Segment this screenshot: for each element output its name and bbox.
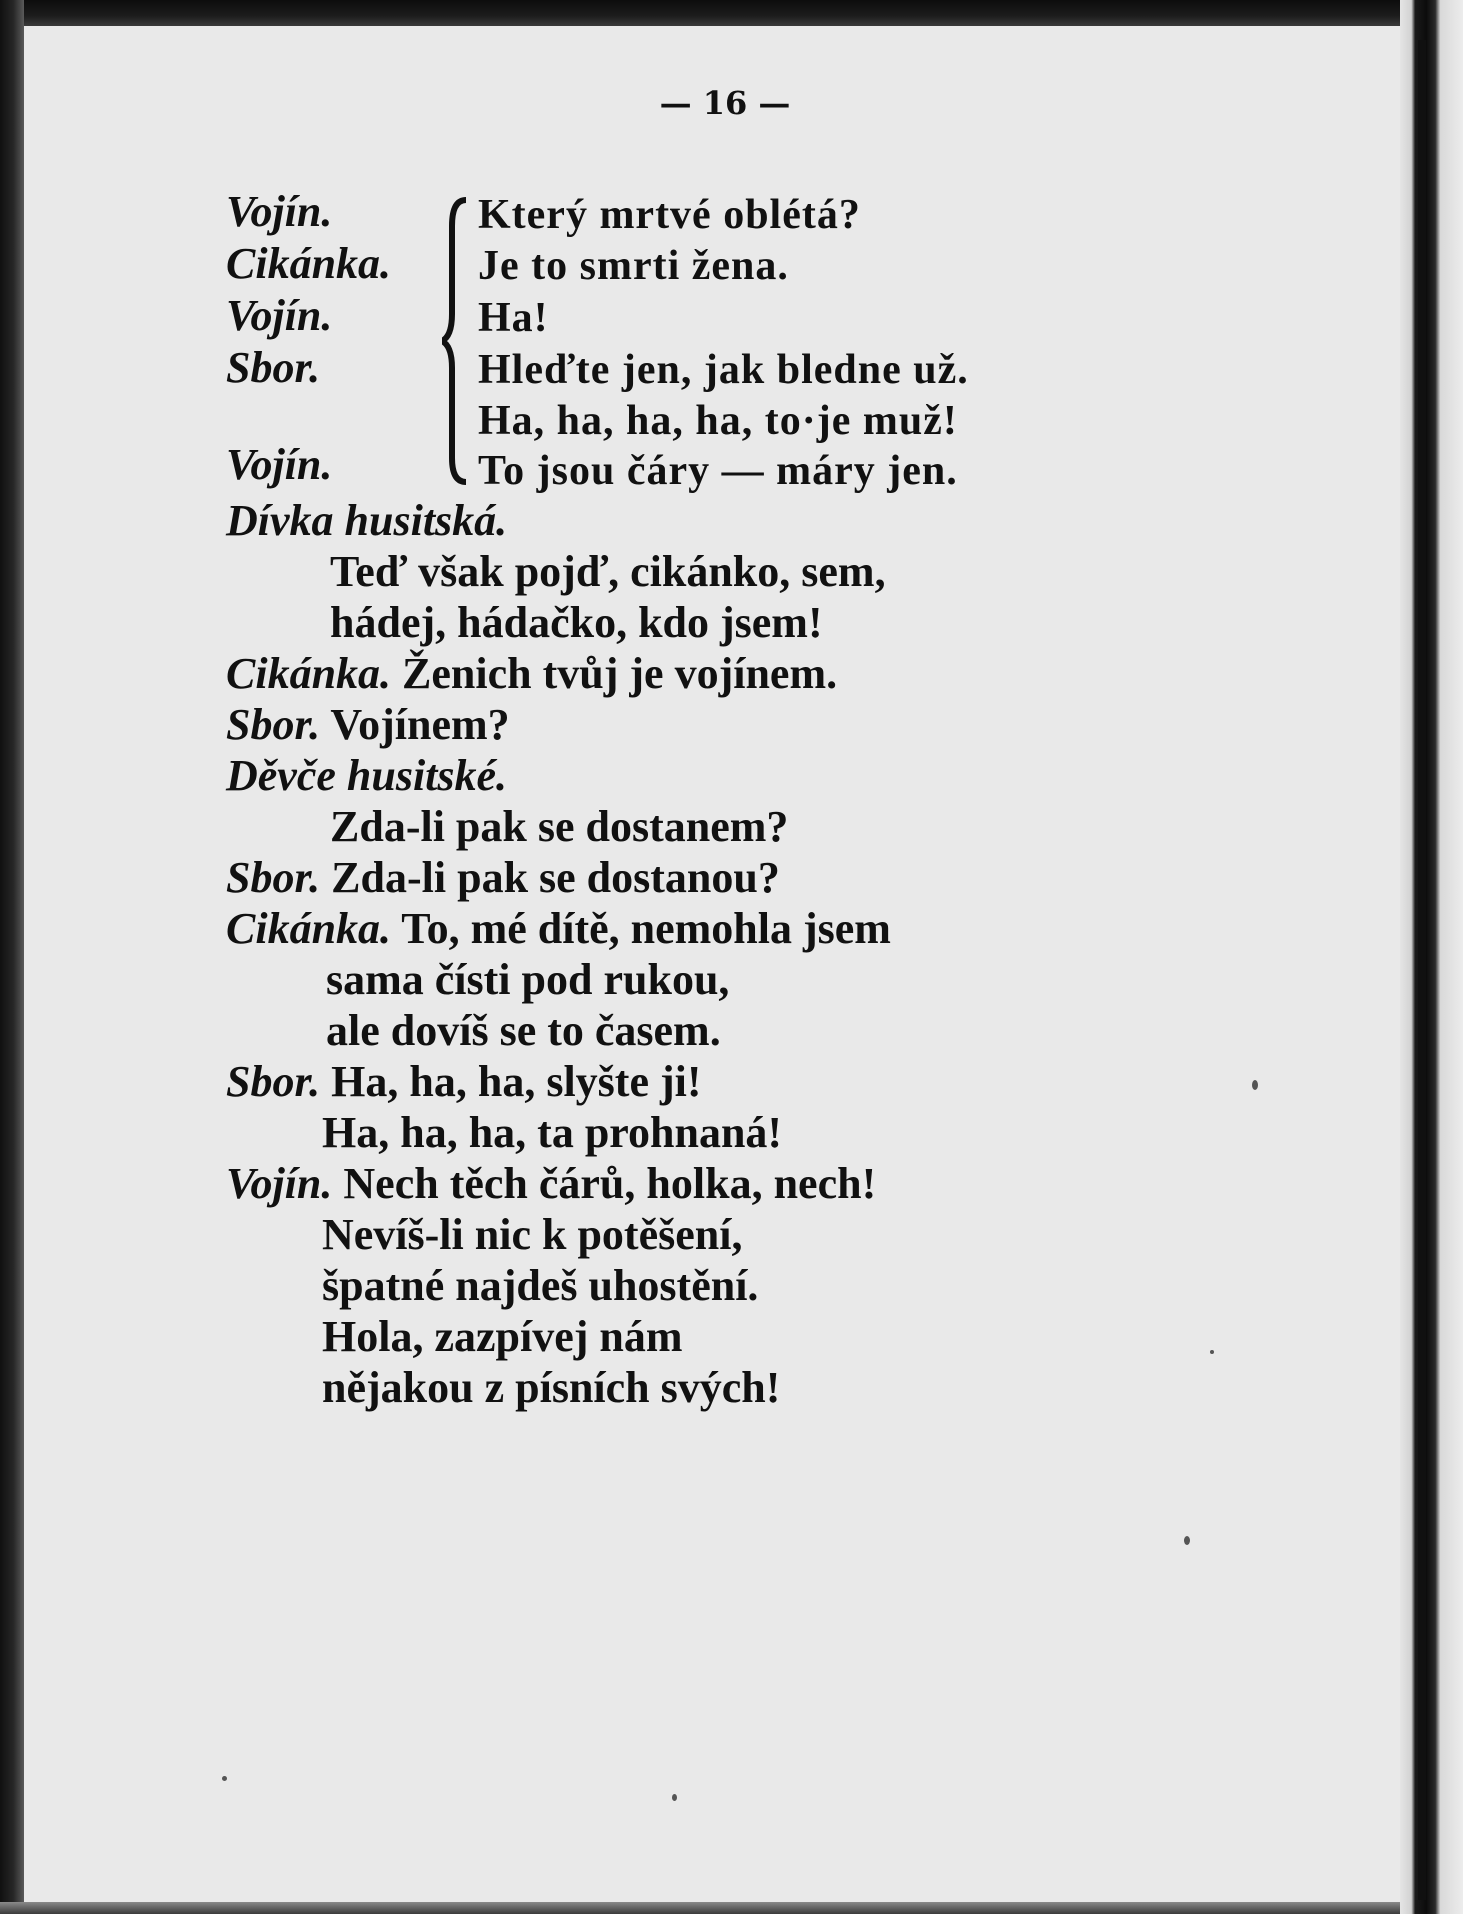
spoken-text: Hola, zazpívej nám [322, 1312, 683, 1361]
block-speaker: Vojín. [226, 187, 333, 236]
block-line: To jsou čáry — máry jen. [478, 448, 958, 494]
block-speaker: Cikánka. [226, 239, 392, 288]
dialogue-line [226, 904, 891, 954]
speaker-name: Vojín. [226, 1159, 333, 1208]
spoken-text: Vojínem? [330, 700, 510, 749]
spoken-text: Nevíš-li nic k potěšení, [322, 1210, 743, 1259]
page-number: — 16 — [659, 84, 791, 122]
dialogue-line [322, 1210, 742, 1260]
block-speaker: Vojín. [226, 440, 333, 489]
spoken-text: Zda-li pak se dostanou? [331, 853, 780, 902]
spoken-text: Ha, ha, ha, ta prohnaná! [322, 1108, 783, 1157]
speaker-name: Cikánka. [226, 649, 392, 698]
dialogue-line [226, 1159, 876, 1209]
dialogue-line [330, 598, 823, 648]
dialogue-line [322, 1108, 782, 1158]
spoken-text: Teď však pojď, cikánko, sem, [330, 547, 886, 596]
spoken-text: Zda-li pak se dostanem? [330, 802, 789, 851]
block-speaker: Vojín. [226, 291, 333, 340]
dialogue-line [330, 547, 886, 597]
speaker-name: Sbor. [226, 700, 321, 749]
spoken-text: Ženich tvůj je vojínem. [402, 649, 838, 698]
spoken-text: sama čísti pod rukou, [326, 955, 730, 1004]
dialogue-line [326, 1006, 721, 1056]
speaker-name: Cikánka. [226, 904, 392, 953]
spoken-text: ale dovíš se to časem. [326, 1006, 721, 1055]
dialogue-line [326, 955, 729, 1005]
spoken-text: Nech těch čárů, holka, nech! [343, 1159, 877, 1208]
block-line: Ha, ha, ha, ha, to·je muž! [478, 398, 958, 444]
dialogue-line [226, 649, 837, 699]
spoken-text: To, mé dítě, nemohla jsem [401, 904, 891, 953]
dialogue-line [226, 853, 780, 903]
dialogue-line [330, 802, 788, 852]
dialogue-line [322, 1261, 758, 1311]
speaker-name: Sbor. [226, 853, 321, 902]
block-line: Ha! [478, 295, 549, 341]
dialogue-line [322, 1363, 780, 1413]
block-line: Který mrtvé oblétá? [478, 192, 861, 238]
curly-brace-icon [442, 196, 472, 486]
block-speaker: Sbor. [226, 343, 321, 392]
block-line: Je to smrti žena. [478, 243, 789, 289]
spoken-text: hádej, hádačko, kdo jsem! [330, 598, 823, 647]
spoken-text: špatné najdeš uhostění. [322, 1261, 759, 1310]
dialogue-line [226, 496, 507, 546]
dialogue-line [322, 1312, 683, 1362]
dialogue-line [226, 1057, 702, 1107]
spoken-text: Ha, ha, ha, slyšte ji! [331, 1057, 702, 1106]
block-line: Hleďte jen, jak bledne už. [478, 347, 969, 393]
speaker-name: Dívka husitská. [226, 496, 508, 545]
speaker-name: Děvče husitské. [226, 751, 508, 800]
speaker-name: Sbor. [226, 1057, 321, 1106]
dialogue-line [226, 751, 507, 801]
spoken-text: nějakou z písních svých! [322, 1363, 781, 1412]
dialogue-line [226, 700, 510, 750]
